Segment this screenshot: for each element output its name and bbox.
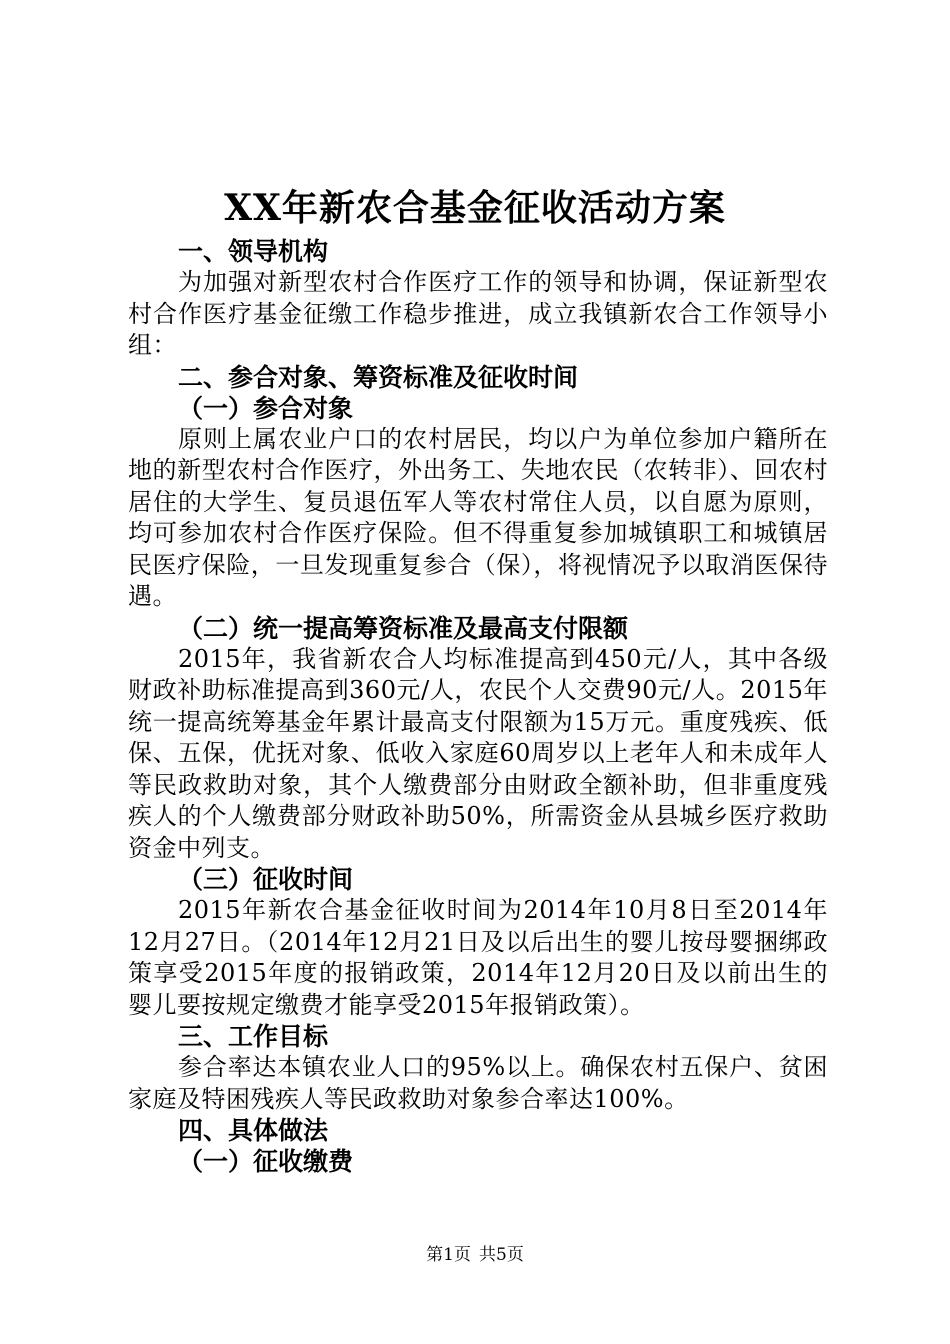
subsection-heading: （一）参合对象 — [178, 393, 354, 423]
section-heading: 四、具体做法 — [178, 1116, 329, 1145]
paragraph: 2015年新农合基金征收时间为2014年10月8日至2014年12月27日。（2014年12月21日及以后出生的婴儿按母婴捆绑政策享受2015年度的报销政策，2014年12月20日及以前出生的婴儿要按规定缴费才能享受2015年报销政策）。 — [128, 896, 828, 1019]
paragraph: 2015年，我省新农合人均标准提高到450元/人，其中各级财政补助标准提高到360元/人，农民个人交费90元/人。2015年统一提高统筹基金年累计最高支付限额为15万元。重度残疾、低保、五保，优抚对象、低收入家庭60周岁以上老年人和未成年人等民政救助对象，其个人缴费部分由财政全额补助，但非重度残疾人的个人缴费部分财政补助50%，所需资金从县城乡医疗救助资金中列支。 — [128, 644, 828, 862]
page-footer — [0, 1243, 950, 1267]
section-heading: 一、领导机构 — [178, 237, 329, 266]
paragraph: 参合率达本镇农业人口的95%以上。确保农村五保户、贫困家庭及特困残疾人等民政救助对象参合率达100%。 — [128, 1053, 828, 1113]
paragraph: 为加强对新型农村合作医疗工作的领导和协调，保证新型农村合作医疗基金征缴工作稳步推进，成立我镇新农合工作领导小组： — [128, 268, 828, 359]
paragraph: 原则上属农业户口的农村居民，均以户为单位参加户籍所在地的新型农村合作医疗，外出务工、失地农民（农转非）、回农村居住的大学生、复员退伍军人等农村常住人员，以自愿为原则，均可参加农村合作医疗保险。但不得重复参加城镇职工和城镇居民医疗保险，一旦发现重复参合（保），将视情况予以取消医保待遇。 — [128, 424, 828, 610]
subsection-heading: （一）征收缴费 — [178, 1147, 354, 1176]
document-title: XX年新农合基金征收活动方案 — [224, 187, 726, 229]
section-heading: 二、参合对象、筹资标准及征收时间 — [178, 362, 579, 392]
subsection-heading: （三）征收时间 — [178, 865, 354, 894]
page-total: 共5页 — [479, 1245, 524, 1265]
document-body — [128, 236, 828, 1177]
page-number: 第1页 — [426, 1245, 471, 1265]
section-heading: 三、工作目标 — [178, 1022, 329, 1051]
subsection-heading: （二）统一提高筹资标准及最高支付限额 — [178, 613, 629, 643]
